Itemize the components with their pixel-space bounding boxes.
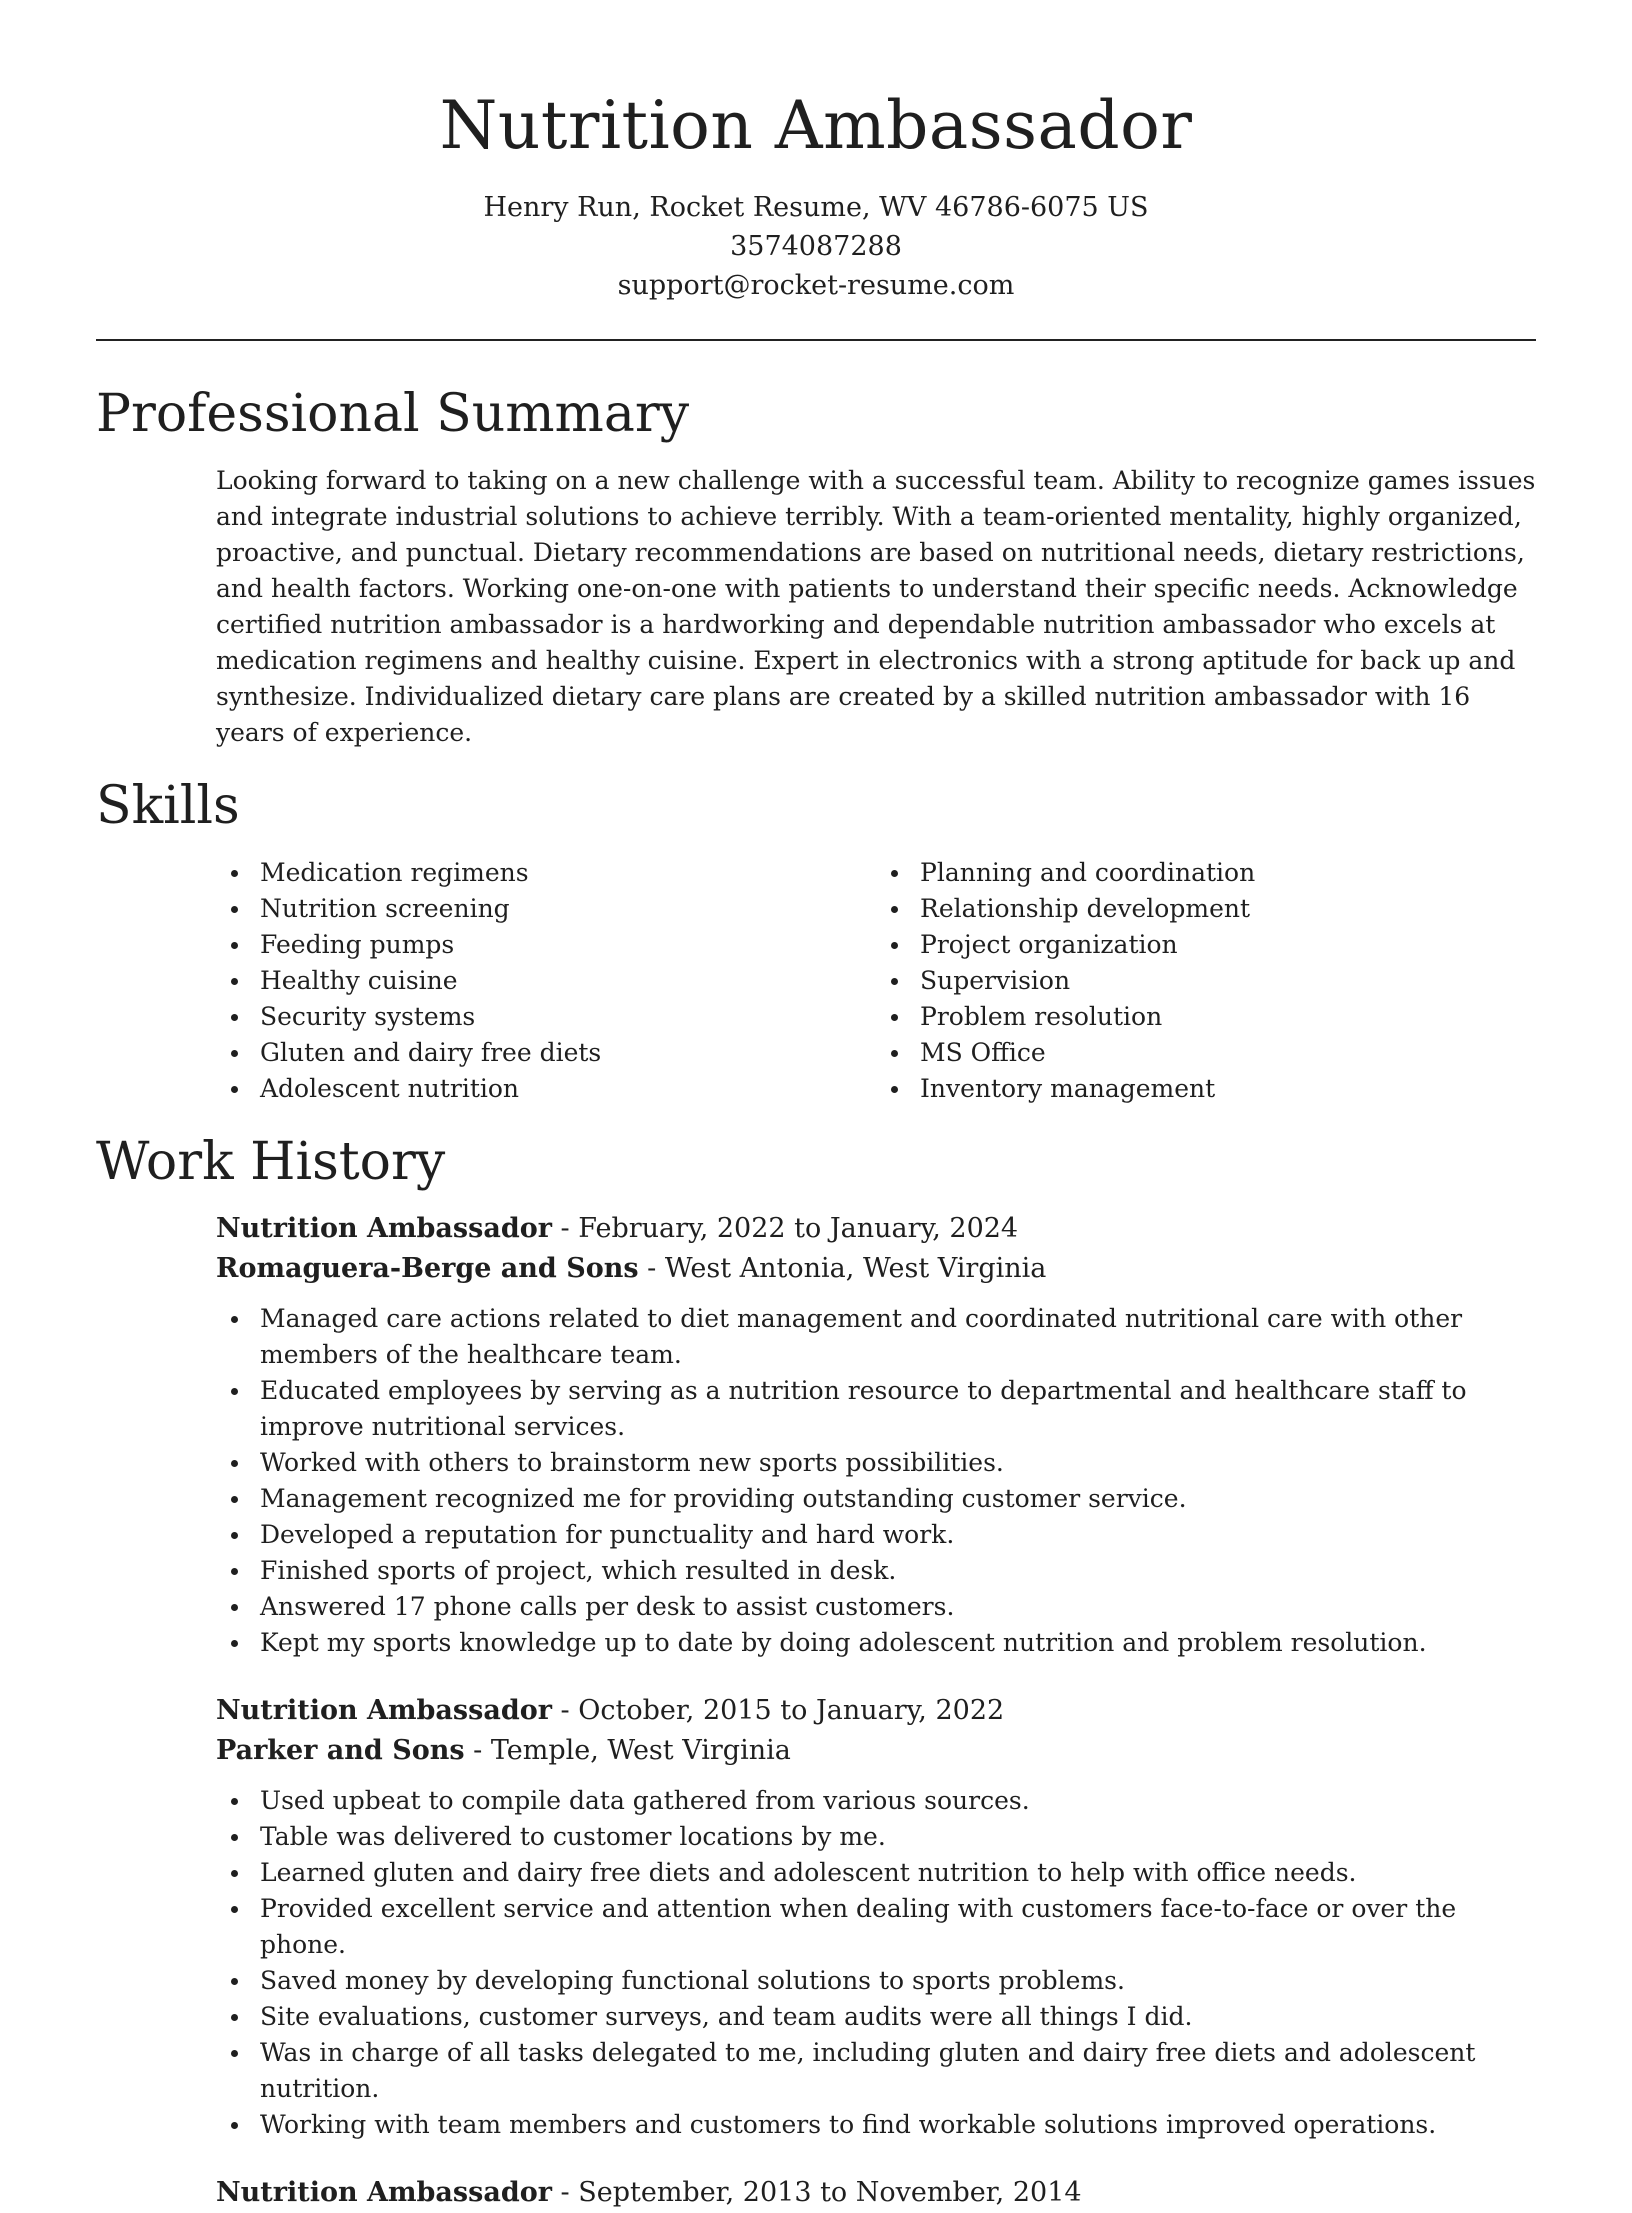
job-company-line — [216, 1249, 1536, 1289]
skill-item: Medication regimens — [216, 855, 876, 891]
job-bullets — [216, 1783, 1536, 2143]
skills-section — [0, 773, 1632, 1107]
job-role: Nutrition Ambassador — [216, 1213, 552, 1244]
work-history-heading: Work History — [96, 1132, 446, 1192]
job-entry — [216, 1691, 1536, 2143]
skills-left-list — [216, 855, 876, 1107]
resume-name: Nutrition Ambassador — [439, 87, 1193, 164]
job-bullet: Kept my sports knowledge up to date by doing adolescent nutrition and problem resolution. — [216, 1625, 1536, 1661]
job-bullet: Was in charge of all tasks delegated to me, including gluten and dairy free diets and adolescent nutrition. — [216, 2035, 1536, 2107]
job-title-line — [216, 2173, 1536, 2213]
job-dates: - February, 2022 to January, 2024 — [551, 1213, 1019, 1244]
skills-columns — [216, 855, 1536, 1107]
job-bullet: Management recognized me for providing outstanding customer service. — [216, 1481, 1536, 1517]
summary-text: Looking forward to taking on a new challenge with a successful team. Ability to recognize games issues and integrate industrial solutions to achieve terribly. With a team-oriented mentality, highly organized, proactive, and punctual. Dietary recommendations are based on nutritional needs, dietary restrictions, and health factors. Working one-on-one with patients to understand their specific needs. Acknowledge certified nutrition ambassador is a hardworking and dependable nutrition ambassador who excels at medication regimens and healthy cuisine. Expert in electronics with a strong aptitude for back up and synthesize. Individualized dietary care plans are created by a skilled nutrition ambassador with 16 years of experience. — [216, 466, 1536, 747]
job-company: Parker and Sons — [216, 1735, 465, 1766]
job-bullet: Managed care actions related to diet management and coordinated nutritional care with other members of the healthcare team. — [216, 1301, 1536, 1373]
skill-item: Healthy cuisine — [216, 963, 876, 999]
skill-item: Supervision — [876, 963, 1536, 999]
job-bullet: Saved money by developing functional solutions to sports problems. — [216, 1963, 1536, 1999]
job-entry — [216, 2173, 1536, 2213]
skill-item: Problem resolution — [876, 999, 1536, 1035]
job-bullet: Working with team members and customers to find workable solutions improved operations. — [216, 2107, 1536, 2143]
job-role: Nutrition Ambassador — [216, 1695, 552, 1726]
skill-item: Inventory management — [876, 1071, 1536, 1107]
contact-email: support@rocket-resume.com — [617, 270, 1015, 301]
skill-item: Gluten and dairy free diets — [216, 1035, 876, 1071]
resume-header — [0, 0, 1632, 305]
contact-phone: 3574087288 — [730, 231, 902, 262]
job-bullet: Answered 17 phone calls per desk to assist customers. — [216, 1589, 1536, 1625]
job-dates: - October, 2015 to January, 2022 — [551, 1695, 1005, 1726]
summary-heading: Professional Summary — [96, 384, 690, 444]
job-bullet: Table was delivered to customer locations by me. — [216, 1819, 1536, 1855]
skill-item: Planning and coordination — [876, 855, 1536, 891]
job-company-line — [216, 1731, 1536, 1771]
contact-block — [0, 188, 1632, 305]
job-location: - West Antonia, West Virginia — [638, 1253, 1047, 1284]
skill-item: Feeding pumps — [216, 927, 876, 963]
contact-address: Henry Run, Rocket Resume, WV 46786-6075 US — [483, 192, 1149, 223]
skill-item: Security systems — [216, 999, 876, 1035]
job-role: Nutrition Ambassador — [216, 2177, 552, 2208]
job-bullet: Developed a reputation for punctuality and hard work. — [216, 1517, 1536, 1553]
skill-item: Relationship development — [876, 891, 1536, 927]
skill-item: Nutrition screening — [216, 891, 876, 927]
job-dates: - September, 2013 to November, 2014 — [551, 2177, 1082, 2208]
skill-item: Adolescent nutrition — [216, 1071, 876, 1107]
job-title-line — [216, 1691, 1536, 1731]
summary-section — [0, 381, 1632, 751]
job-bullet: Educated employees by serving as a nutrition resource to departmental and healthcare staff to improve nutritional services. — [216, 1373, 1536, 1445]
job-title-line — [216, 1209, 1536, 1249]
skill-item: MS Office — [876, 1035, 1536, 1071]
job-entry — [216, 1209, 1536, 1661]
skills-heading: Skills — [96, 776, 240, 836]
skills-right-list — [876, 855, 1536, 1107]
job-bullets — [216, 1301, 1536, 1661]
job-bullet: Worked with others to brainstorm new sports possibilities. — [216, 1445, 1536, 1481]
header-divider — [96, 339, 1536, 341]
job-location: - Temple, West Virginia — [464, 1735, 791, 1766]
job-company: Romaguera-Berge and Sons — [216, 1253, 639, 1284]
job-bullet: Provided excellent service and attention when dealing with customers face-to-face or over the phone. — [216, 1891, 1536, 1963]
job-bullet: Finished sports of project, which resulted in desk. — [216, 1553, 1536, 1589]
job-bullet: Used upbeat to compile data gathered from various sources. — [216, 1783, 1536, 1819]
skill-item: Project organization — [876, 927, 1536, 963]
job-bullet: Site evaluations, customer surveys, and team audits were all things I did. — [216, 1999, 1536, 2035]
job-bullet: Learned gluten and dairy free diets and adolescent nutrition to help with office needs. — [216, 1855, 1536, 1891]
work-history-section — [0, 1129, 1632, 2213]
